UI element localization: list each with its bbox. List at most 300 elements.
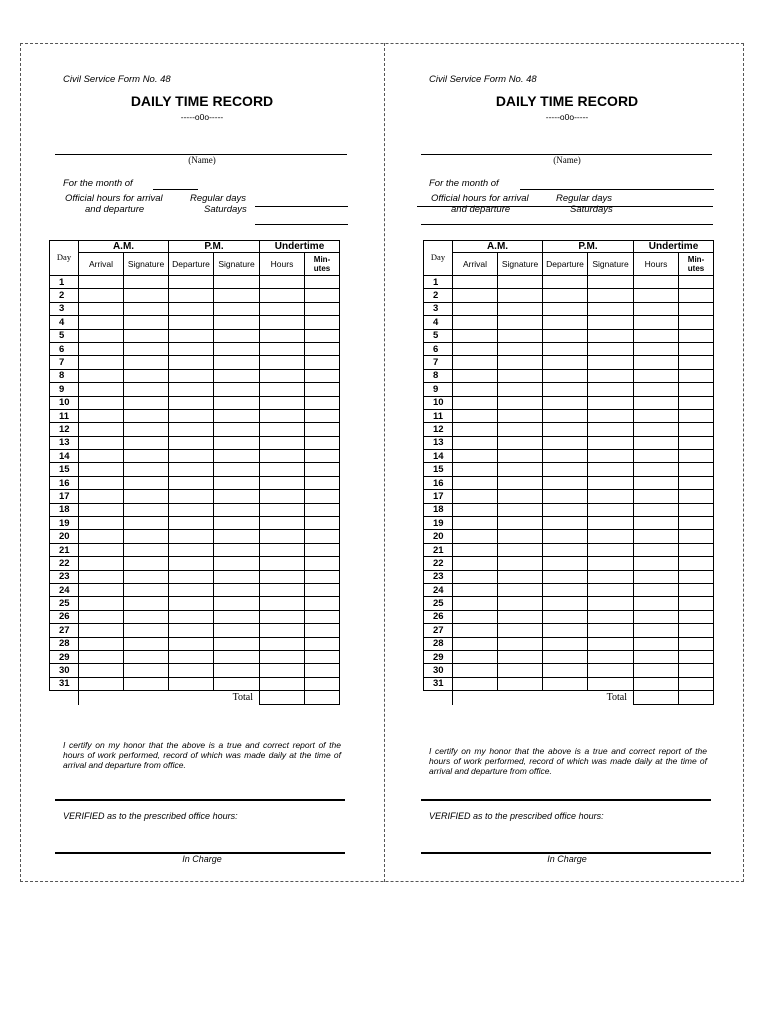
- time-entry-cell[interactable]: [305, 664, 340, 677]
- time-entry-cell[interactable]: [305, 342, 340, 355]
- time-entry-cell[interactable]: [634, 503, 679, 516]
- time-entry-cell[interactable]: [498, 637, 543, 650]
- time-entry-cell[interactable]: [498, 557, 543, 570]
- signature-line[interactable]: [55, 799, 345, 801]
- time-entry-cell[interactable]: [543, 637, 588, 650]
- time-entry-cell[interactable]: [124, 342, 169, 355]
- time-entry-cell[interactable]: [79, 583, 124, 596]
- time-entry-cell[interactable]: [79, 530, 124, 543]
- time-entry-cell[interactable]: [453, 316, 498, 329]
- time-entry-cell[interactable]: [588, 369, 634, 382]
- time-entry-cell[interactable]: [124, 302, 169, 315]
- saturdays-line[interactable]: [255, 224, 348, 225]
- time-entry-cell[interactable]: [260, 624, 305, 637]
- time-entry-cell[interactable]: [169, 664, 214, 677]
- time-entry-cell[interactable]: [543, 369, 588, 382]
- time-entry-cell[interactable]: [634, 677, 679, 690]
- regular-days-line[interactable]: [255, 206, 348, 207]
- time-entry-cell[interactable]: [679, 597, 714, 610]
- time-entry-cell[interactable]: [169, 369, 214, 382]
- time-entry-cell[interactable]: [124, 409, 169, 422]
- time-entry-cell[interactable]: [588, 276, 634, 289]
- time-entry-cell[interactable]: [634, 342, 679, 355]
- time-entry-cell[interactable]: [124, 570, 169, 583]
- time-entry-cell[interactable]: [634, 423, 679, 436]
- time-entry-cell[interactable]: [214, 490, 260, 503]
- time-entry-cell[interactable]: [79, 316, 124, 329]
- time-entry-cell[interactable]: [305, 463, 340, 476]
- time-entry-cell[interactable]: [305, 396, 340, 409]
- time-entry-cell[interactable]: [679, 557, 714, 570]
- time-entry-cell[interactable]: [260, 396, 305, 409]
- time-entry-cell[interactable]: [498, 276, 543, 289]
- time-entry-cell[interactable]: [124, 436, 169, 449]
- time-entry-cell[interactable]: [260, 610, 305, 623]
- saturdays-line[interactable]: [421, 224, 713, 225]
- time-entry-cell[interactable]: [214, 637, 260, 650]
- signature-line[interactable]: [421, 799, 711, 801]
- time-entry-cell[interactable]: [305, 476, 340, 489]
- time-entry-cell[interactable]: [169, 383, 214, 396]
- time-entry-cell[interactable]: [543, 530, 588, 543]
- time-entry-cell[interactable]: [124, 517, 169, 530]
- time-entry-cell[interactable]: [169, 624, 214, 637]
- time-entry-cell[interactable]: [169, 517, 214, 530]
- time-entry-cell[interactable]: [543, 557, 588, 570]
- time-entry-cell[interactable]: [634, 650, 679, 663]
- time-entry-cell[interactable]: [498, 517, 543, 530]
- time-entry-cell[interactable]: [498, 436, 543, 449]
- time-entry-cell[interactable]: [543, 396, 588, 409]
- time-entry-cell[interactable]: [498, 530, 543, 543]
- time-entry-cell[interactable]: [124, 557, 169, 570]
- time-entry-cell[interactable]: [634, 664, 679, 677]
- time-entry-cell[interactable]: [79, 423, 124, 436]
- time-entry-cell[interactable]: [498, 490, 543, 503]
- time-entry-cell[interactable]: [634, 436, 679, 449]
- time-entry-cell[interactable]: [79, 490, 124, 503]
- time-entry-cell[interactable]: [679, 570, 714, 583]
- time-entry-cell[interactable]: [79, 329, 124, 342]
- time-entry-cell[interactable]: [498, 289, 543, 302]
- time-entry-cell[interactable]: [679, 677, 714, 690]
- time-entry-cell[interactable]: [260, 637, 305, 650]
- time-entry-cell[interactable]: [214, 677, 260, 690]
- time-entry-cell[interactable]: [634, 276, 679, 289]
- time-entry-cell[interactable]: [305, 329, 340, 342]
- time-entry-cell[interactable]: [498, 316, 543, 329]
- time-entry-cell[interactable]: [588, 530, 634, 543]
- time-entry-cell[interactable]: [453, 610, 498, 623]
- time-entry-cell[interactable]: [305, 597, 340, 610]
- time-entry-cell[interactable]: [679, 342, 714, 355]
- time-entry-cell[interactable]: [588, 557, 634, 570]
- time-entry-cell[interactable]: [588, 583, 634, 596]
- time-entry-cell[interactable]: [453, 356, 498, 369]
- time-entry-cell[interactable]: [588, 289, 634, 302]
- time-entry-cell[interactable]: [543, 650, 588, 663]
- time-entry-cell[interactable]: [260, 476, 305, 489]
- time-entry-cell[interactable]: [124, 329, 169, 342]
- time-entry-cell[interactable]: [214, 650, 260, 663]
- time-entry-cell[interactable]: [543, 517, 588, 530]
- time-entry-cell[interactable]: [169, 423, 214, 436]
- time-entry-cell[interactable]: [305, 610, 340, 623]
- time-entry-cell[interactable]: [124, 276, 169, 289]
- time-entry-cell[interactable]: [588, 664, 634, 677]
- time-entry-cell[interactable]: [679, 517, 714, 530]
- time-entry-cell[interactable]: [305, 650, 340, 663]
- time-entry-cell[interactable]: [214, 476, 260, 489]
- time-entry-cell[interactable]: [124, 316, 169, 329]
- time-entry-cell[interactable]: [679, 276, 714, 289]
- time-entry-cell[interactable]: [498, 610, 543, 623]
- time-entry-cell[interactable]: [260, 517, 305, 530]
- time-entry-cell[interactable]: [679, 436, 714, 449]
- time-entry-cell[interactable]: [214, 530, 260, 543]
- time-entry-cell[interactable]: [79, 650, 124, 663]
- time-entry-cell[interactable]: [679, 543, 714, 556]
- time-entry-cell[interactable]: [543, 423, 588, 436]
- time-entry-cell[interactable]: [543, 677, 588, 690]
- time-entry-cell[interactable]: [124, 463, 169, 476]
- time-entry-cell[interactable]: [543, 476, 588, 489]
- time-entry-cell[interactable]: [214, 396, 260, 409]
- time-entry-cell[interactable]: [260, 436, 305, 449]
- time-entry-cell[interactable]: [679, 463, 714, 476]
- time-entry-cell[interactable]: [679, 329, 714, 342]
- time-entry-cell[interactable]: [543, 450, 588, 463]
- time-entry-cell[interactable]: [634, 583, 679, 596]
- time-entry-cell[interactable]: [543, 356, 588, 369]
- time-entry-cell[interactable]: [79, 276, 124, 289]
- time-entry-cell[interactable]: [453, 664, 498, 677]
- time-entry-cell[interactable]: [79, 517, 124, 530]
- time-entry-cell[interactable]: [453, 396, 498, 409]
- time-entry-cell[interactable]: [305, 530, 340, 543]
- time-entry-cell[interactable]: [260, 329, 305, 342]
- time-entry-cell[interactable]: [124, 289, 169, 302]
- time-entry-cell[interactable]: [634, 369, 679, 382]
- time-entry-cell[interactable]: [214, 276, 260, 289]
- time-entry-cell[interactable]: [260, 530, 305, 543]
- time-entry-cell[interactable]: [124, 610, 169, 623]
- time-entry-cell[interactable]: [214, 610, 260, 623]
- time-entry-cell[interactable]: [634, 463, 679, 476]
- time-entry-cell[interactable]: [305, 409, 340, 422]
- time-entry-cell[interactable]: [588, 543, 634, 556]
- time-entry-cell[interactable]: [305, 302, 340, 315]
- time-entry-cell[interactable]: [498, 677, 543, 690]
- time-entry-cell[interactable]: [543, 503, 588, 516]
- time-entry-cell[interactable]: [679, 316, 714, 329]
- time-entry-cell[interactable]: [588, 396, 634, 409]
- time-entry-cell[interactable]: [79, 356, 124, 369]
- time-entry-cell[interactable]: [79, 664, 124, 677]
- month-line[interactable]: [520, 189, 714, 190]
- time-entry-cell[interactable]: [305, 369, 340, 382]
- time-entry-cell[interactable]: [453, 543, 498, 556]
- time-entry-cell[interactable]: [79, 302, 124, 315]
- time-entry-cell[interactable]: [498, 543, 543, 556]
- time-entry-cell[interactable]: [169, 409, 214, 422]
- time-entry-cell[interactable]: [588, 490, 634, 503]
- time-entry-cell[interactable]: [260, 342, 305, 355]
- time-entry-cell[interactable]: [305, 356, 340, 369]
- time-entry-cell[interactable]: [498, 356, 543, 369]
- time-entry-cell[interactable]: [260, 450, 305, 463]
- time-entry-cell[interactable]: [634, 356, 679, 369]
- time-entry-cell[interactable]: [260, 463, 305, 476]
- time-entry-cell[interactable]: [79, 503, 124, 516]
- time-entry-cell[interactable]: [124, 503, 169, 516]
- time-entry-cell[interactable]: [543, 664, 588, 677]
- time-entry-cell[interactable]: [260, 503, 305, 516]
- time-entry-cell[interactable]: [634, 490, 679, 503]
- time-entry-cell[interactable]: [679, 503, 714, 516]
- time-entry-cell[interactable]: [679, 476, 714, 489]
- time-entry-cell[interactable]: [634, 289, 679, 302]
- time-entry-cell[interactable]: [634, 450, 679, 463]
- time-entry-cell[interactable]: [588, 329, 634, 342]
- time-entry-cell[interactable]: [260, 276, 305, 289]
- time-entry-cell[interactable]: [588, 302, 634, 315]
- time-entry-cell[interactable]: [498, 450, 543, 463]
- time-entry-cell[interactable]: [679, 289, 714, 302]
- time-entry-cell[interactable]: [169, 436, 214, 449]
- time-entry-cell[interactable]: [588, 610, 634, 623]
- time-entry-cell[interactable]: [214, 583, 260, 596]
- time-entry-cell[interactable]: [79, 543, 124, 556]
- time-entry-cell[interactable]: [305, 570, 340, 583]
- time-entry-cell[interactable]: [543, 610, 588, 623]
- time-entry-cell[interactable]: [453, 329, 498, 342]
- time-entry-cell[interactable]: [214, 316, 260, 329]
- time-entry-cell[interactable]: [305, 583, 340, 596]
- time-entry-cell[interactable]: [679, 610, 714, 623]
- time-entry-cell[interactable]: [260, 356, 305, 369]
- time-entry-cell[interactable]: [498, 664, 543, 677]
- time-entry-cell[interactable]: [588, 637, 634, 650]
- time-entry-cell[interactable]: [679, 369, 714, 382]
- time-entry-cell[interactable]: [260, 543, 305, 556]
- time-entry-cell[interactable]: [679, 396, 714, 409]
- time-entry-cell[interactable]: [214, 503, 260, 516]
- time-entry-cell[interactable]: [453, 677, 498, 690]
- time-entry-cell[interactable]: [169, 557, 214, 570]
- time-entry-cell[interactable]: [543, 543, 588, 556]
- time-entry-cell[interactable]: [453, 436, 498, 449]
- time-entry-cell[interactable]: [305, 490, 340, 503]
- time-entry-cell[interactable]: [260, 369, 305, 382]
- time-entry-cell[interactable]: [169, 610, 214, 623]
- time-entry-cell[interactable]: [453, 637, 498, 650]
- time-entry-cell[interactable]: [124, 356, 169, 369]
- time-entry-cell[interactable]: [453, 490, 498, 503]
- time-entry-cell[interactable]: [498, 396, 543, 409]
- time-entry-cell[interactable]: [124, 490, 169, 503]
- time-entry-cell[interactable]: [169, 356, 214, 369]
- time-entry-cell[interactable]: [543, 409, 588, 422]
- time-entry-cell[interactable]: [260, 316, 305, 329]
- time-entry-cell[interactable]: [588, 342, 634, 355]
- time-entry-cell[interactable]: [260, 557, 305, 570]
- total-hours-cell[interactable]: [634, 691, 679, 705]
- time-entry-cell[interactable]: [634, 396, 679, 409]
- time-entry-cell[interactable]: [453, 650, 498, 663]
- time-entry-cell[interactable]: [214, 517, 260, 530]
- time-entry-cell[interactable]: [453, 570, 498, 583]
- time-entry-cell[interactable]: [543, 289, 588, 302]
- time-entry-cell[interactable]: [588, 517, 634, 530]
- time-entry-cell[interactable]: [453, 289, 498, 302]
- time-entry-cell[interactable]: [498, 329, 543, 342]
- time-entry-cell[interactable]: [124, 369, 169, 382]
- time-entry-cell[interactable]: [305, 517, 340, 530]
- time-entry-cell[interactable]: [124, 597, 169, 610]
- time-entry-cell[interactable]: [305, 503, 340, 516]
- time-entry-cell[interactable]: [79, 624, 124, 637]
- time-entry-cell[interactable]: [634, 383, 679, 396]
- time-entry-cell[interactable]: [453, 597, 498, 610]
- time-entry-cell[interactable]: [214, 624, 260, 637]
- time-entry-cell[interactable]: [305, 383, 340, 396]
- time-entry-cell[interactable]: [124, 383, 169, 396]
- time-entry-cell[interactable]: [498, 409, 543, 422]
- time-entry-cell[interactable]: [498, 302, 543, 315]
- time-entry-cell[interactable]: [453, 276, 498, 289]
- time-entry-cell[interactable]: [679, 356, 714, 369]
- regular-days-line[interactable]: [417, 206, 713, 207]
- time-entry-cell[interactable]: [498, 476, 543, 489]
- time-entry-cell[interactable]: [498, 503, 543, 516]
- time-entry-cell[interactable]: [498, 369, 543, 382]
- time-entry-cell[interactable]: [169, 302, 214, 315]
- total-hours-cell[interactable]: [260, 691, 305, 705]
- time-entry-cell[interactable]: [214, 342, 260, 355]
- time-entry-cell[interactable]: [169, 342, 214, 355]
- time-entry-cell[interactable]: [124, 530, 169, 543]
- time-entry-cell[interactable]: [79, 597, 124, 610]
- time-entry-cell[interactable]: [214, 356, 260, 369]
- time-entry-cell[interactable]: [214, 289, 260, 302]
- time-entry-cell[interactable]: [634, 517, 679, 530]
- time-entry-cell[interactable]: [124, 583, 169, 596]
- time-entry-cell[interactable]: [124, 396, 169, 409]
- time-entry-cell[interactable]: [453, 624, 498, 637]
- time-entry-cell[interactable]: [214, 664, 260, 677]
- time-entry-cell[interactable]: [498, 597, 543, 610]
- time-entry-cell[interactable]: [543, 436, 588, 449]
- time-entry-cell[interactable]: [634, 557, 679, 570]
- time-entry-cell[interactable]: [169, 597, 214, 610]
- time-entry-cell[interactable]: [679, 490, 714, 503]
- time-entry-cell[interactable]: [305, 543, 340, 556]
- time-entry-cell[interactable]: [169, 316, 214, 329]
- time-entry-cell[interactable]: [260, 423, 305, 436]
- time-entry-cell[interactable]: [214, 436, 260, 449]
- time-entry-cell[interactable]: [453, 450, 498, 463]
- time-entry-cell[interactable]: [214, 423, 260, 436]
- time-entry-cell[interactable]: [169, 463, 214, 476]
- time-entry-cell[interactable]: [679, 409, 714, 422]
- time-entry-cell[interactable]: [543, 302, 588, 315]
- time-entry-cell[interactable]: [679, 302, 714, 315]
- time-entry-cell[interactable]: [679, 650, 714, 663]
- time-entry-cell[interactable]: [124, 664, 169, 677]
- time-entry-cell[interactable]: [588, 503, 634, 516]
- time-entry-cell[interactable]: [305, 276, 340, 289]
- time-entry-cell[interactable]: [453, 369, 498, 382]
- time-entry-cell[interactable]: [588, 383, 634, 396]
- time-entry-cell[interactable]: [260, 490, 305, 503]
- time-entry-cell[interactable]: [79, 436, 124, 449]
- time-entry-cell[interactable]: [453, 423, 498, 436]
- time-entry-cell[interactable]: [260, 383, 305, 396]
- time-entry-cell[interactable]: [543, 276, 588, 289]
- time-entry-cell[interactable]: [679, 450, 714, 463]
- time-entry-cell[interactable]: [453, 517, 498, 530]
- time-entry-cell[interactable]: [169, 530, 214, 543]
- time-entry-cell[interactable]: [305, 557, 340, 570]
- time-entry-cell[interactable]: [305, 289, 340, 302]
- time-entry-cell[interactable]: [169, 650, 214, 663]
- time-entry-cell[interactable]: [169, 396, 214, 409]
- time-entry-cell[interactable]: [634, 329, 679, 342]
- time-entry-cell[interactable]: [679, 423, 714, 436]
- time-entry-cell[interactable]: [634, 597, 679, 610]
- time-entry-cell[interactable]: [588, 570, 634, 583]
- time-entry-cell[interactable]: [679, 664, 714, 677]
- time-entry-cell[interactable]: [453, 302, 498, 315]
- time-entry-cell[interactable]: [453, 557, 498, 570]
- time-entry-cell[interactable]: [453, 342, 498, 355]
- time-entry-cell[interactable]: [679, 624, 714, 637]
- time-entry-cell[interactable]: [543, 624, 588, 637]
- time-entry-cell[interactable]: [79, 476, 124, 489]
- time-entry-cell[interactable]: [79, 289, 124, 302]
- time-entry-cell[interactable]: [634, 530, 679, 543]
- time-entry-cell[interactable]: [169, 490, 214, 503]
- time-entry-cell[interactable]: [169, 570, 214, 583]
- time-entry-cell[interactable]: [124, 423, 169, 436]
- time-entry-cell[interactable]: [588, 597, 634, 610]
- time-entry-cell[interactable]: [79, 570, 124, 583]
- time-entry-cell[interactable]: [124, 476, 169, 489]
- time-entry-cell[interactable]: [543, 570, 588, 583]
- time-entry-cell[interactable]: [79, 342, 124, 355]
- time-entry-cell[interactable]: [214, 302, 260, 315]
- time-entry-cell[interactable]: [79, 557, 124, 570]
- time-entry-cell[interactable]: [260, 650, 305, 663]
- time-entry-cell[interactable]: [634, 624, 679, 637]
- time-entry-cell[interactable]: [124, 450, 169, 463]
- time-entry-cell[interactable]: [260, 289, 305, 302]
- time-entry-cell[interactable]: [79, 637, 124, 650]
- time-entry-cell[interactable]: [79, 450, 124, 463]
- time-entry-cell[interactable]: [543, 597, 588, 610]
- time-entry-cell[interactable]: [305, 436, 340, 449]
- time-entry-cell[interactable]: [169, 503, 214, 516]
- time-entry-cell[interactable]: [214, 409, 260, 422]
- time-entry-cell[interactable]: [260, 570, 305, 583]
- time-entry-cell[interactable]: [79, 383, 124, 396]
- time-entry-cell[interactable]: [588, 423, 634, 436]
- time-entry-cell[interactable]: [543, 490, 588, 503]
- time-entry-cell[interactable]: [588, 476, 634, 489]
- time-entry-cell[interactable]: [305, 450, 340, 463]
- time-entry-cell[interactable]: [214, 383, 260, 396]
